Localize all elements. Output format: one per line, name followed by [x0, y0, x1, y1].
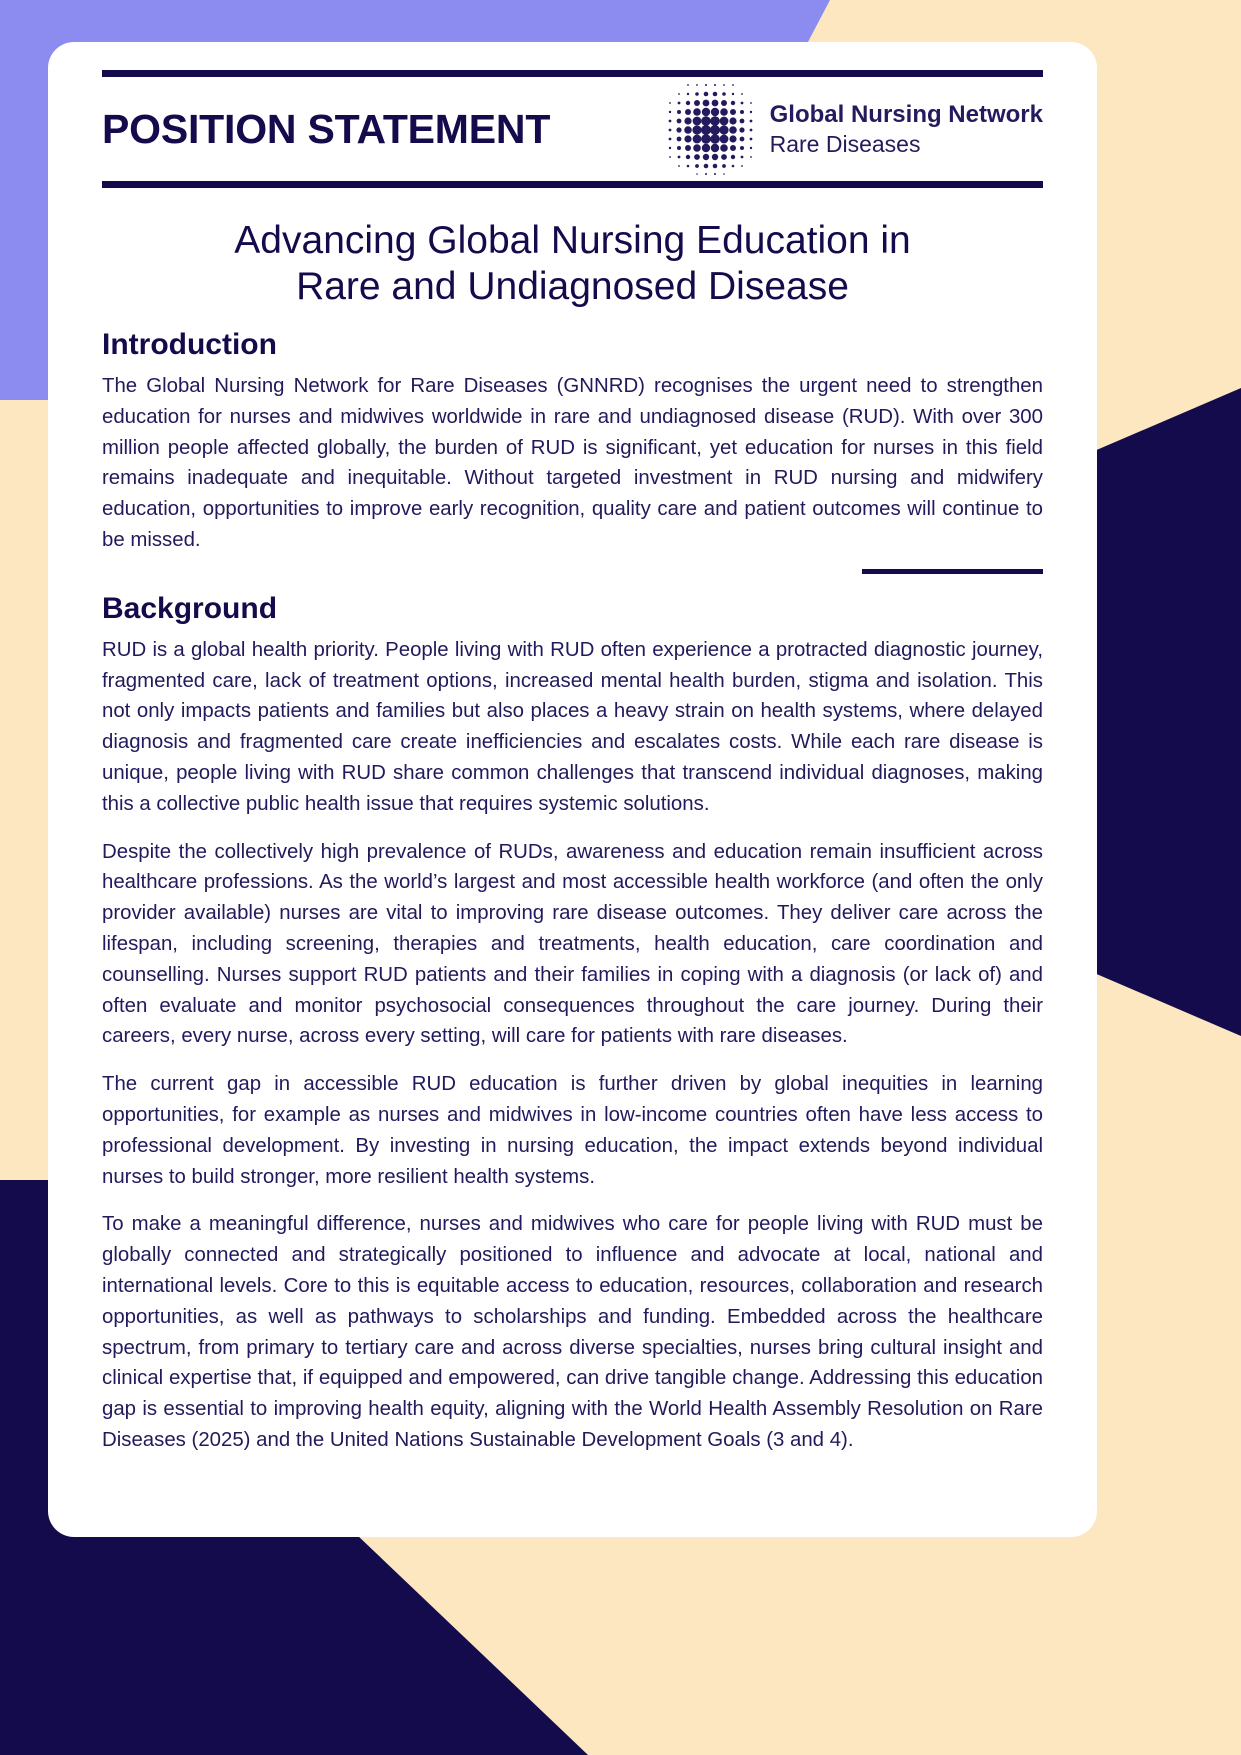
document-header	[102, 77, 1043, 181]
logo-org-subtitle: Rare Diseases	[769, 130, 921, 157]
document-card	[48, 42, 1097, 1537]
page-title: POSITION STATEMENT	[102, 105, 551, 152]
gnnrd-logo	[660, 79, 1043, 179]
paragraph: The current gap in accessible RUD education is further driven by global inequities in learning opportunities, for example as nurses and midwives in low-income countries often have less access to professional development. By investing in nursing education, the impact extends beyond individual nurses to build stronger, more resilient health systems.	[102, 1073, 1043, 1188]
paragraph: The Global Nursing Network for Rare Diseases (GNNRD) recognises the urgent need to strengthen education for nurses and midwives worldwide in rare and undiagnosed disease (RUD). With over 300 million people affected globally, the burden of RUD is significant, yet education for nurses in this field remains inadequate and inequitable. Without targeted investment in RUD nursing and midwifery education, opportunities to improve early recognition, quality care and patient outcomes will continue to be missed.	[102, 375, 1043, 552]
section-divider	[862, 569, 1043, 574]
logo-org-name: Global Nursing Network	[769, 101, 1043, 129]
header-rule-top	[102, 70, 1043, 77]
section-background	[102, 592, 1043, 1456]
dot-matrix-logo-icon	[660, 79, 760, 179]
section-heading-background: Background	[102, 591, 278, 625]
section-introduction	[102, 328, 1043, 556]
document-title	[102, 218, 1043, 310]
header-rule-bottom	[102, 181, 1043, 188]
logo-wordmark	[770, 100, 1043, 157]
paragraph: To make a meaningful difference, nurses and midwives who care for people living with RUD must be globally connected and strategically positioned to influence and advocate at local, national and international levels. Core to this is equitable access to education, resources, collaboration and research opportunities, as well as pathways to scholarships and funding. Embedded across the healthcare spectrum, from primary to tertiary care and across diverse specialties, nurses bring cultural insight and clinical expertise that, if equipped and empowered, can drive tangible change. Addressing this education gap is essential to improving health equity, aligning with the World Health Assembly Resolution on Rare Diseases (2025) and the United Nations Sustainable Development Goals (3 and 4).	[102, 1213, 1043, 1451]
document-title-line-2: Rare and Undiagnosed Disease	[296, 265, 849, 309]
paragraph: Despite the collectively high prevalence of RUDs, awareness and education remain insufficient across healthcare professions. As the world’s largest and most accessible health workforce (and often the only provider available) nurses are vital to improving rare disease outcomes. They deliver care across the lifespan, including screening, therapies and treatments, health education, care coordination and counselling. Nurses support RUD patients and their families in coping with a diagnosis (or lack of) and often evaluate and monitor psychosocial consequences throughout the care journey. During their careers, every nurse, across every setting, will care for patients with rare diseases.	[102, 840, 1043, 1048]
section-heading-introduction: Introduction	[102, 328, 277, 362]
document-title-line-1: Advancing Global Nursing Education in	[234, 219, 911, 262]
paragraph: RUD is a global health priority. People living with RUD often experience a protracted diagnostic journey, fragmented care, lack of treatment options, increased mental health burden, stigma and isolation. This not only impacts patients and families but also places a heavy strain on health systems, where delayed diagnosis and fragmented care create inefficiencies and escalates costs. While each rare disease is unique, people living with RUD share common challenges that transcend individual diagnoses, making this a collective public health issue that requires systemic solutions.	[102, 638, 1043, 815]
